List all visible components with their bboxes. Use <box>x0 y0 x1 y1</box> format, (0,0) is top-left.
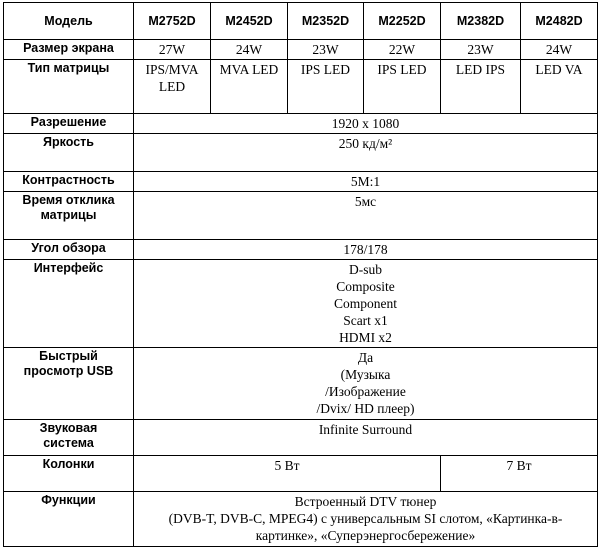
speakers-row <box>4 456 598 491</box>
matrix-type-line: LED <box>158 79 186 95</box>
response-time-row <box>4 192 598 239</box>
matrix-type-value: LED IPS <box>441 60 521 113</box>
usb-preview-value <box>134 348 598 420</box>
interface-value <box>134 259 598 348</box>
model-col-1: M2752D <box>134 3 211 40</box>
speakers-value-a: 5 Вт <box>134 456 441 491</box>
functions-line: картинке», «Суперэнергосбережение» <box>255 527 476 543</box>
functions-row <box>4 491 598 546</box>
sound-system-label-line: система <box>43 436 94 450</box>
interface-item: D-sub <box>349 261 382 277</box>
usb-preview-label-line: Быстрый <box>39 349 98 364</box>
interface-label: Интерфейс <box>4 259 134 348</box>
viewing-angle-row <box>4 239 598 259</box>
matrix-type-value: IPS LED <box>288 60 364 113</box>
response-time-label-line: Время отклика <box>22 193 115 208</box>
matrix-type-value: LED VA <box>521 60 598 113</box>
speakers-label: Колонки <box>4 456 134 491</box>
usb-preview-label-line: просмотр USB <box>23 364 114 379</box>
brightness-row <box>4 133 598 171</box>
model-col-6: M2482D <box>521 3 598 40</box>
viewing-angle-value: 178/178 <box>134 239 598 259</box>
response-time-label <box>4 192 134 239</box>
interface-item: HDMI x2 <box>339 329 392 345</box>
model-col-3: M2352D <box>288 3 364 40</box>
interface-row <box>4 259 598 348</box>
brightness-label: Яркость <box>4 133 134 171</box>
interface-item: Scart x1 <box>343 312 388 328</box>
usb-preview-line: /Dvix/ HD плеер) <box>316 401 415 417</box>
usb-preview-label <box>4 348 134 420</box>
usb-preview-line: Да <box>357 350 374 366</box>
screen-size-value: 22W <box>364 40 441 60</box>
matrix-type-value: MVA LED <box>211 60 288 113</box>
resolution-value: 1920 x 1080 <box>134 113 598 133</box>
brightness-value: 250 кд/м² <box>134 133 598 171</box>
model-col-5: M2382D <box>441 3 521 40</box>
matrix-type-row <box>4 60 598 113</box>
contrast-value: 5M:1 <box>134 172 598 192</box>
functions-value <box>134 491 598 546</box>
response-time-label-line: матрицы <box>40 208 97 223</box>
matrix-type-value: IPS LED <box>364 60 441 113</box>
functions-label: Функции <box>4 491 134 546</box>
functions-line: Встроенный DTV тюнер <box>294 493 437 509</box>
matrix-type-value <box>134 60 211 113</box>
sound-system-value: Infinite Surround <box>134 420 598 456</box>
model-col-2: M2452D <box>211 3 288 40</box>
sound-system-row <box>4 420 598 456</box>
usb-preview-line: /Изображение <box>325 384 406 400</box>
viewing-angle-label: Угол обзора <box>4 239 134 259</box>
header-label: Модель <box>4 3 134 40</box>
contrast-row <box>4 172 598 192</box>
functions-line: (DVB-T, DVB-C, MPEG4) с универсальным SI слотом, «Картинка-в- <box>168 510 563 526</box>
screen-size-value: 23W <box>441 40 521 60</box>
screen-size-label: Размер экрана <box>4 40 134 60</box>
contrast-label: Контрастность <box>4 172 134 192</box>
matrix-type-label: Тип матрицы <box>4 60 134 113</box>
screen-size-value: 23W <box>288 40 364 60</box>
speakers-value-b: 7 Вт <box>441 456 598 491</box>
resolution-row <box>4 113 598 133</box>
usb-preview-line: (Музыка <box>340 367 391 383</box>
response-time-value: 5мс <box>134 192 598 239</box>
interface-item: Component <box>334 295 397 311</box>
usb-preview-row <box>4 348 598 420</box>
sound-system-label-line: Звуковая <box>39 421 98 435</box>
model-col-4: M2252D <box>364 3 441 40</box>
matrix-type-line: IPS/MVA <box>145 62 199 78</box>
spec-table <box>3 2 598 547</box>
interface-item: Composite <box>336 278 395 294</box>
header-row <box>4 3 598 40</box>
resolution-label: Разрешение <box>4 113 134 133</box>
sound-system-label <box>4 420 134 456</box>
screen-size-row <box>4 40 598 60</box>
screen-size-value: 27W <box>134 40 211 60</box>
screen-size-value: 24W <box>211 40 288 60</box>
screen-size-value: 24W <box>521 40 598 60</box>
